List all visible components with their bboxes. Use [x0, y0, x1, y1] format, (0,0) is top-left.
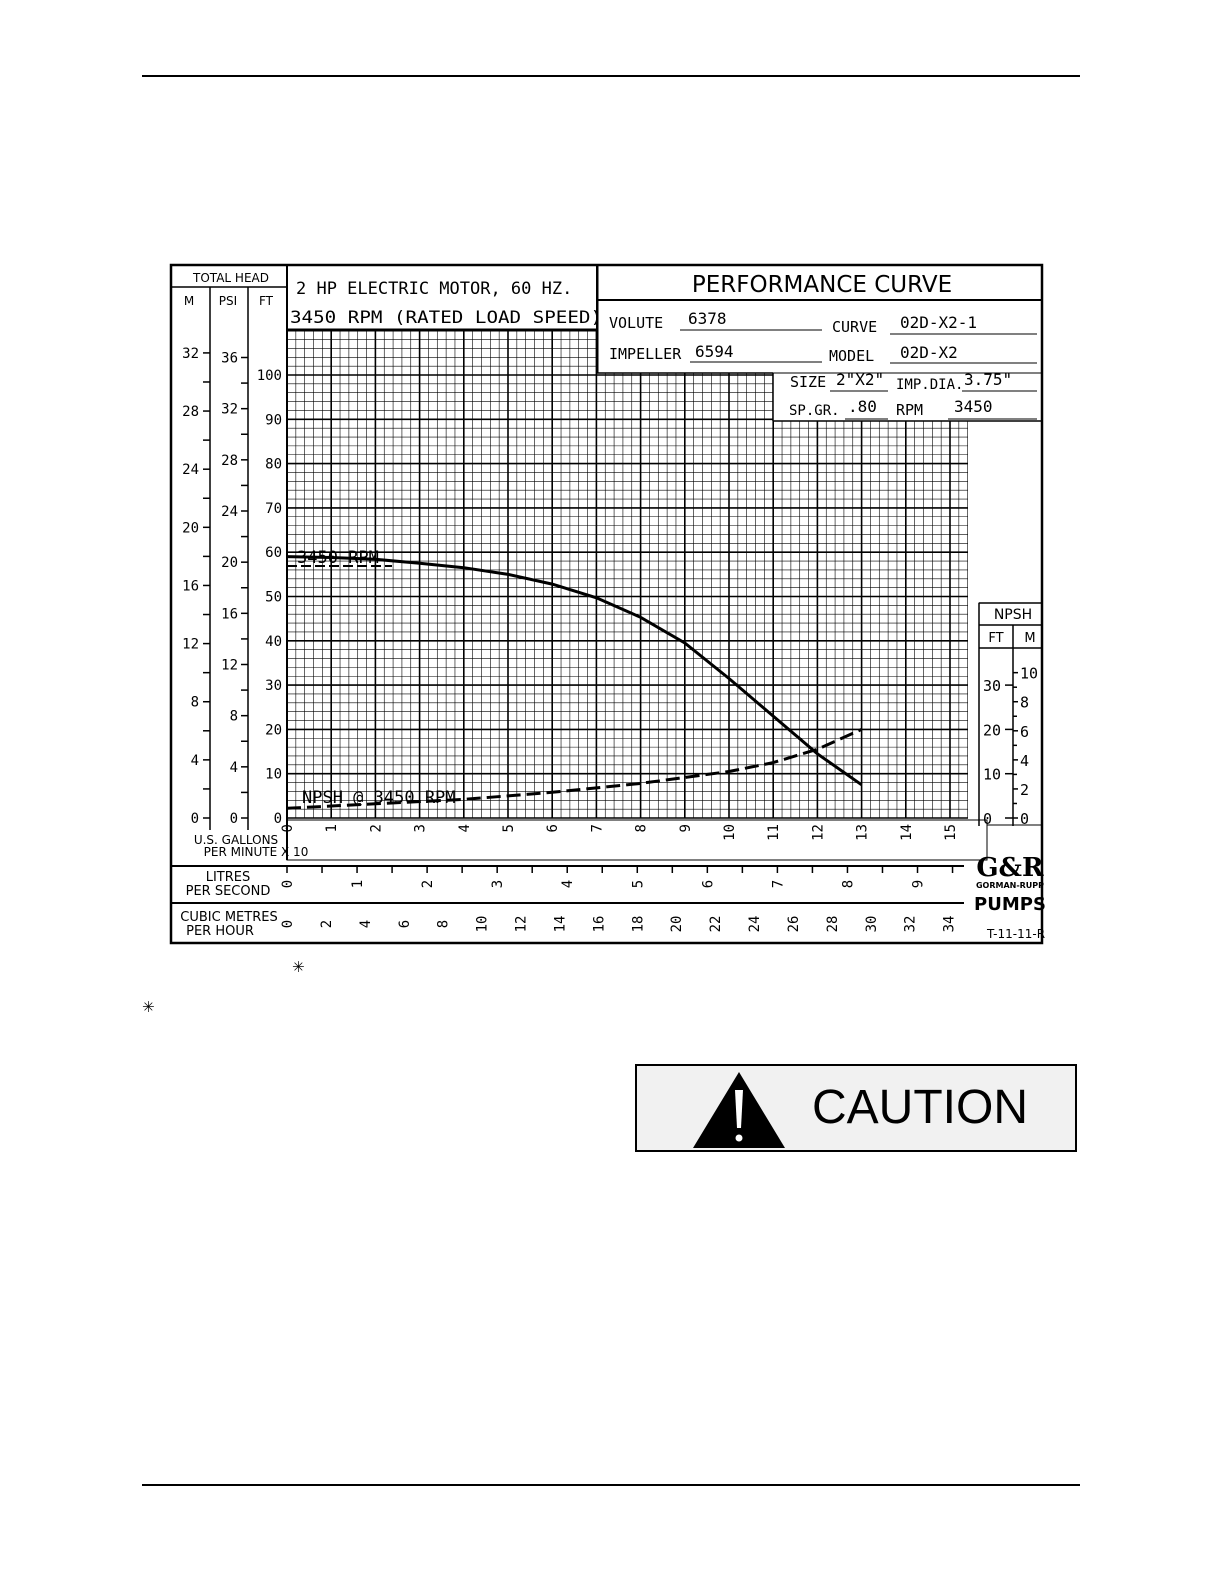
cmh-tick-label: 4	[357, 919, 374, 929]
cmh-tick-label: 18	[630, 915, 647, 933]
psi-tick-label: 24	[221, 504, 238, 521]
gpm-tick-label: 2	[368, 824, 385, 833]
m-tick-label: 16	[182, 578, 199, 595]
cmh-tick-label: 2	[318, 919, 335, 929]
footnote-marker-1: ✳	[292, 958, 305, 976]
head-curve-3450-rpm	[287, 557, 862, 785]
spgr-label: SP.GR.	[789, 403, 840, 419]
psi-tick-label: 16	[221, 606, 238, 623]
cmh-tick-label: 8	[435, 919, 452, 929]
ft-tick-label: 20	[265, 722, 282, 739]
cmh-tick-label: 20	[669, 915, 686, 933]
model-value: 02D-X2	[900, 343, 958, 362]
chart-series	[287, 557, 862, 809]
lps-tick-label: 4	[560, 879, 577, 889]
lps-tick-label: 0	[280, 879, 296, 889]
npsh-m-label: M	[1024, 631, 1036, 646]
series-label-npsh: NPSH @ 3450 RPM	[302, 788, 456, 808]
m-tick-label: 12	[182, 636, 199, 653]
lps-axis-label-1: LITRES	[205, 870, 251, 885]
spgr-value: .80	[848, 397, 877, 416]
gpm-tick-label: 7	[589, 824, 606, 833]
impeller-value: 6594	[695, 342, 734, 361]
gpm-tick-label: 3	[412, 824, 429, 833]
impdia-value: 3.75"	[964, 370, 1013, 389]
cmh-tick-label: 6	[396, 919, 413, 929]
psi-tick-label: 0	[229, 811, 238, 827]
cmh-tick-label: 28	[824, 915, 841, 933]
m-tick-label: 28	[182, 404, 199, 421]
caution-banner	[635, 1064, 1077, 1152]
psi-tick-label: 36	[221, 350, 238, 367]
gpm-tick-label: 15	[943, 824, 959, 841]
cmh-tick-label: 22	[708, 915, 725, 933]
logo-name: GORMAN-RUPP	[975, 881, 1045, 890]
cmh-tick-label: 24	[747, 915, 764, 933]
footnote-marker-2: ✳	[142, 998, 155, 1016]
lps-tick-label: 3	[490, 879, 507, 889]
cmh-tick-label: 32	[902, 915, 919, 933]
gpm-tick-label: 5	[501, 824, 517, 833]
m-tick-label: 4	[190, 752, 199, 769]
motor-line-1: 2 HP ELECTRIC MOTOR, 60 HZ.	[296, 279, 573, 299]
curve-label: CURVE	[832, 318, 878, 336]
npsh-m-tick-label: 8	[1020, 693, 1030, 712]
npsh-ft-tick-label: 10	[983, 765, 1002, 784]
gpm-tick-label: 4	[456, 824, 473, 833]
warning-triangle-icon	[691, 1070, 787, 1150]
m-tick-label: 8	[190, 694, 199, 711]
series-label-3450-rpm: 3450 RPM	[297, 548, 379, 568]
gpm-axis-label-1: U.S. GALLONS	[193, 833, 279, 847]
ft-tick-label: 40	[265, 633, 282, 650]
npsh-ft-tick-label: 20	[983, 721, 1002, 740]
npsh-m-tick-label: 10	[1020, 664, 1039, 683]
npsh-ft-tick-label: 30	[983, 677, 1002, 696]
m-tick-label: 20	[182, 520, 199, 537]
npsh-panel-title: NPSH	[993, 607, 1033, 623]
psi-tick-label: 20	[221, 555, 238, 572]
lps-tick-label: 7	[770, 879, 787, 889]
psi-tick-label: 28	[221, 452, 238, 469]
cmh-tick-label: 12	[513, 915, 530, 933]
size-label: SIZE	[790, 373, 827, 391]
cmh-tick-label: 0	[280, 919, 296, 929]
cmh-tick-label: 10	[474, 915, 491, 933]
cmh-tick-label: 16	[591, 915, 608, 933]
ft-tick-label: 90	[265, 412, 282, 429]
caution-label: CAUTION	[812, 1081, 1028, 1134]
lps-axis-label-2: PER SECOND	[185, 884, 271, 899]
m-column-label: M	[183, 294, 195, 308]
npsh-m-tick-label: 6	[1020, 722, 1030, 741]
ft-tick-label: 70	[265, 500, 282, 517]
ft-column-label: FT	[258, 294, 274, 308]
motor-line-2: 3450 RPM (RATED LOAD SPEED)	[290, 308, 602, 328]
gpm-tick-label: 12	[810, 824, 827, 841]
volute-label: VOLUTE	[609, 314, 664, 332]
performance-curve-title: PERFORMANCE CURVE	[691, 272, 953, 298]
curve-value: 02D-X2-1	[900, 313, 978, 332]
psi-tick-label: 4	[229, 759, 238, 776]
gpm-tick-label: 1	[324, 824, 341, 833]
psi-tick-label: 8	[229, 708, 238, 725]
psi-tick-label: 12	[221, 657, 238, 674]
drawing-number: T-11-11-R	[986, 927, 1046, 941]
cmh-tick-label: 34	[941, 915, 958, 933]
gpm-tick-label: 0	[280, 824, 296, 833]
total-head-label: TOTAL HEAD	[193, 271, 269, 285]
size-value: 2"X2"	[836, 370, 885, 389]
gpm-tick-label: 8	[633, 824, 650, 833]
lps-tick-label: 2	[420, 879, 437, 889]
gpm-tick-label: 14	[898, 824, 915, 841]
ft-tick-label: 10	[265, 766, 282, 783]
npsh-m-tick-label: 4	[1020, 751, 1030, 770]
ft-tick-label: 30	[265, 678, 282, 695]
ft-tick-label: 80	[265, 456, 282, 473]
cmh-axis-label-1: CUBIC METRES	[180, 910, 278, 925]
logo-mark: G&R	[976, 853, 1044, 883]
impeller-label: IMPELLER	[609, 345, 682, 363]
logo-pumps: PUMPS	[974, 894, 1046, 915]
m-tick-label: 0	[190, 811, 199, 827]
lps-tick-label: 6	[700, 879, 717, 889]
gpm-tick-label: 11	[766, 824, 783, 841]
npsh-ft-label: FT	[988, 631, 1004, 646]
rpm-label: RPM	[896, 401, 924, 419]
npsh-ft-tick-label: 0	[983, 810, 993, 828]
ft-tick-label: 0	[273, 811, 282, 827]
ft-tick-label: 60	[265, 545, 282, 562]
ft-tick-label: 100	[256, 368, 282, 384]
cmh-tick-label: 26	[785, 915, 802, 933]
m-tick-label: 32	[182, 345, 199, 362]
cmh-tick-label: 30	[863, 915, 880, 933]
cmh-axis-label-2: PER HOUR	[186, 924, 254, 939]
gpm-tick-label: 6	[545, 824, 562, 833]
lps-tick-label: 1	[350, 879, 367, 889]
npsh-m-tick-label: 2	[1020, 780, 1030, 799]
lps-tick-label: 5	[630, 879, 647, 889]
cmh-tick-label: 14	[552, 915, 569, 933]
rpm-value: 3450	[954, 397, 993, 416]
gpm-tick-label: 10	[722, 824, 738, 841]
volute-value: 6378	[688, 309, 727, 328]
impdia-label: IMP.DIA.	[896, 377, 964, 393]
npsh-m-tick-label: 0	[1020, 810, 1030, 828]
model-label: MODEL	[829, 347, 875, 365]
lps-tick-label: 8	[840, 879, 857, 889]
ft-tick-label: 50	[265, 589, 282, 606]
m-tick-label: 24	[182, 462, 199, 479]
gpm-tick-label: 9	[677, 824, 694, 833]
psi-tick-label: 32	[221, 401, 238, 418]
psi-column-label: PSI	[218, 294, 238, 308]
gpm-tick-label: 13	[854, 824, 871, 841]
gpm-axis-label-2: PER MINUTE X 10	[203, 845, 309, 859]
lps-tick-label: 9	[910, 879, 927, 889]
